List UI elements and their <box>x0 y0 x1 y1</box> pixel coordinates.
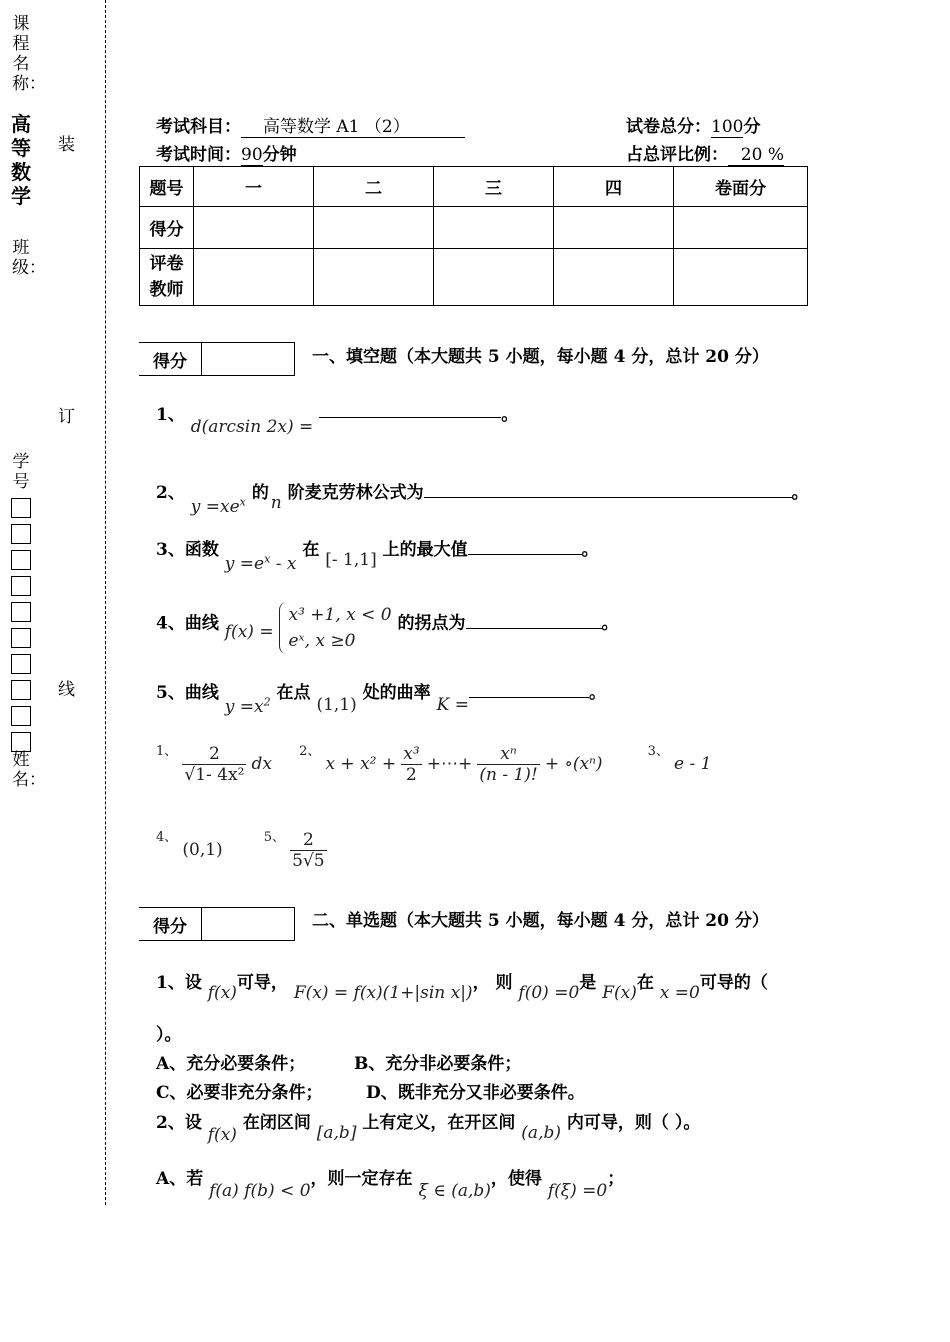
section1-score-box <box>139 342 295 376</box>
cq2-optA-result: f(ξ) =0 <box>547 1181 608 1201</box>
cq1-option-a[interactable]: A、充分必要条件； <box>156 1054 306 1074</box>
fill-question-2 <box>156 478 809 517</box>
q4-text: 的拐点为 <box>397 613 466 634</box>
score-table-header: 四 <box>554 167 674 207</box>
answer-1-number: 1、 <box>156 744 178 759</box>
cq2-prefix: 2、设 <box>156 1113 202 1133</box>
cq2-text-a: 在闭区间 <box>242 1113 311 1133</box>
cq1-text-c: 是 <box>579 973 597 993</box>
answer-4-number: 4、 <box>156 830 178 845</box>
score-cell[interactable] <box>674 207 808 249</box>
cq1-fx: f(x) <box>207 983 237 1003</box>
student-id-digit-box[interactable] <box>11 524 31 544</box>
total-unit: 分 <box>743 117 761 137</box>
q1-number: 1、 <box>156 405 185 425</box>
answer-2-frac2-num: xⁿ <box>477 744 539 765</box>
grader-cell[interactable] <box>674 249 808 306</box>
answer-5-denominator: 5√5 <box>292 851 325 871</box>
answer-2-frac1-num: x³ <box>403 744 420 764</box>
cq1-condition: f(0) =0 <box>518 983 580 1003</box>
q5-curve: $y =x^2$ <box>224 695 271 717</box>
cq2-optA-condition: f(a) f(b) < 0 <box>209 1181 311 1201</box>
grader-cell[interactable] <box>554 249 674 306</box>
fill-question-4 <box>156 598 619 650</box>
answer-5-number: 5、 <box>263 830 286 845</box>
class-field <box>10 238 46 278</box>
q5-at: 在点 <box>276 683 311 703</box>
answer-5-fraction <box>290 830 326 871</box>
cq2-optA-xi: ξ ∈ (a,b) <box>418 1181 491 1201</box>
q4-answer-blank[interactable] <box>466 628 602 629</box>
name-label-text: 姓名： <box>12 750 46 790</box>
grader-cell[interactable] <box>194 249 314 306</box>
subject-value: 高等数学 A1 （2） <box>241 112 465 138</box>
answer-2-fraction-1 <box>401 744 421 785</box>
subject-label: 考试科目： <box>156 117 241 137</box>
section2-title: 二、单选题（本大题共 5 小题，每小题 4 分，总计 20 分） <box>312 911 769 931</box>
student-id-digit-box[interactable] <box>11 576 31 596</box>
cq2-optA-mid: ，则一定存在 <box>310 1169 413 1189</box>
q2-answer-blank[interactable] <box>424 497 792 498</box>
q4-end: 。 <box>601 613 619 634</box>
score-table-header: 卷面分 <box>674 167 808 207</box>
answer-2-fraction-2 <box>477 744 539 785</box>
grader-row <box>140 249 808 306</box>
cq1-text-d: 在 <box>636 973 654 993</box>
q3-prefix: 3、函数 <box>156 540 219 560</box>
q4-prefix: 4、曲线 <box>156 613 219 634</box>
student-id-digit-box[interactable] <box>11 550 31 570</box>
cq1-close: ）。 <box>156 1025 182 1045</box>
grader-row-label <box>140 249 194 306</box>
exam-subject <box>156 112 465 138</box>
score-table-header-row <box>140 167 808 207</box>
name-field <box>10 750 46 790</box>
course-label-text: 课程名称： <box>12 14 46 94</box>
score-table-header: 一 <box>194 167 314 207</box>
score-cell[interactable] <box>314 207 434 249</box>
score-cell[interactable] <box>434 207 554 249</box>
q3-in: 在 <box>302 540 320 560</box>
student-id-digit-box[interactable] <box>11 732 31 752</box>
answer-1-dx: dx <box>251 754 272 774</box>
q4-lhs: f(x) = <box>224 621 274 642</box>
q3-end: 。 <box>581 540 599 560</box>
score-table-header: 三 <box>434 167 554 207</box>
q1-expression: d(arcsin 2x) = <box>190 417 314 437</box>
fill-question-1 <box>156 400 519 437</box>
cq2-option-a[interactable] <box>156 1164 625 1201</box>
binding-dashed-line <box>105 0 106 1205</box>
q5-curvature-k: K = <box>436 695 469 715</box>
cq1-x0: x =0 <box>659 983 700 1003</box>
section2-score-label: 得分 <box>139 908 202 940</box>
answer-2-number: 2、 <box>299 744 321 759</box>
choice-question-1 <box>156 968 768 1003</box>
course-name-text: 高等数学 <box>11 112 31 208</box>
cq2-optA-make: ，使得 <box>490 1169 542 1189</box>
time-value: 90 <box>241 145 263 165</box>
q3-interval: [- 1,1] <box>325 550 377 570</box>
exam-ratio <box>626 140 784 166</box>
binding-mark-xian: 线 <box>58 680 75 700</box>
ratio-value: 20 % <box>728 145 784 166</box>
cq2-text-c: 内可导，则（ ）。 <box>566 1113 701 1133</box>
q5-text: 处的曲率 <box>362 683 431 703</box>
student-id-digit-box[interactable] <box>11 602 31 622</box>
answer-1-fraction <box>182 744 246 785</box>
student-id-digit-box[interactable] <box>11 498 31 518</box>
binding-mark-zhuang: 装 <box>58 135 75 155</box>
cq1-prefix: 1、设 <box>156 973 202 993</box>
choice-question-2 <box>156 1108 701 1145</box>
exam-total-score <box>626 112 760 138</box>
cq1-option-d[interactable]: D、既非充分又非必要条件。 <box>366 1083 585 1103</box>
course-name-label <box>10 14 46 94</box>
fill-question-5 <box>156 678 606 717</box>
fill-question-3 <box>156 535 599 574</box>
cq1-Fx: F(x) <box>602 983 637 1003</box>
q2-end: 。 <box>791 483 809 503</box>
course-name-value <box>10 112 32 208</box>
answer-2-expression: x + x² + <box>325 754 397 774</box>
cq2-optA-prefix: A、若 <box>156 1169 204 1189</box>
class-label-text: 班级： <box>12 238 46 278</box>
q1-end: 。 <box>501 405 519 425</box>
section1-score-label: 得分 <box>139 343 202 375</box>
q5-point: (1,1) <box>316 695 357 715</box>
student-id-digit-box[interactable] <box>11 654 31 674</box>
score-row-label: 得分 <box>140 207 194 249</box>
answer-4-value: (0,1) <box>182 840 223 860</box>
time-label: 考试时间： <box>156 145 241 165</box>
q2-number: 2、 <box>156 483 185 503</box>
q3-text: 上的最大值 <box>382 540 468 560</box>
q2-text-b: 阶麦克劳林公式为 <box>287 483 424 503</box>
total-label: 试卷总分： <box>626 117 711 137</box>
cq2-closed-interval: [a,b] <box>316 1123 357 1143</box>
answer-2-dots: +⋯+ <box>426 754 473 774</box>
score-table-header: 二 <box>314 167 434 207</box>
q2-text-a: 的 <box>251 483 269 503</box>
q3-answer-blank[interactable] <box>468 554 582 555</box>
student-id-digit-box[interactable] <box>11 706 31 726</box>
answer-line-1 <box>156 744 711 785</box>
student-id-label-text: 学号 <box>12 452 30 492</box>
score-cell[interactable] <box>194 207 314 249</box>
student-id-digit-box[interactable] <box>11 628 31 648</box>
cq1-text-b: ， 则 <box>472 973 513 993</box>
total-value: 100 <box>711 117 744 137</box>
grader-label-line2: 教师 <box>149 280 184 300</box>
section2-score-box <box>139 907 295 941</box>
score-cell[interactable] <box>554 207 674 249</box>
cq2-text-b: 上有定义，在开区间 <box>362 1113 516 1133</box>
q4-piecewise <box>279 602 391 654</box>
cq2-open-interval: (a,b) <box>521 1123 561 1143</box>
answer-line-2 <box>156 830 327 871</box>
answer-1-numerator: 2 <box>182 744 246 765</box>
q5-end: 。 <box>588 683 606 703</box>
q1-answer-blank[interactable] <box>319 417 501 418</box>
answer-3-value: e - 1 <box>674 754 712 774</box>
grader-label-line1: 评卷 <box>149 254 184 274</box>
q4-case-2: eˣ, x ≥0 <box>288 631 356 651</box>
answer-2-frac1-den: 2 <box>406 765 417 785</box>
q5-prefix: 5、曲线 <box>156 683 219 703</box>
student-id-field <box>10 452 32 752</box>
exam-time <box>156 140 297 166</box>
cq1-text-a: 可导， <box>236 973 288 993</box>
grader-cell[interactable] <box>434 249 554 306</box>
score-table-header: 题号 <box>140 167 194 207</box>
cq2-fx: f(x) <box>207 1125 237 1145</box>
cq1-F-definition: F(x) = f(x)(1+|sin x|) <box>293 983 473 1003</box>
cq1-option-c[interactable]: C、必要非充分条件； <box>156 1083 323 1103</box>
score-table <box>139 166 808 306</box>
ratio-label: 占总评比例： <box>626 145 728 165</box>
answer-3-number: 3、 <box>647 744 669 759</box>
q2-order-n: n <box>270 493 282 513</box>
answer-1-denominator: √1- 4x² <box>184 765 245 785</box>
answer-2-frac2-den: (n - 1)! <box>479 765 538 785</box>
time-unit: 分钟 <box>262 145 297 165</box>
binding-mark-ding: 订 <box>58 407 75 427</box>
cq1-text-e: 可导的（ <box>699 973 768 993</box>
q4-case-1: x³ +1, x < 0 <box>288 605 392 625</box>
score-row <box>140 207 808 249</box>
q3-function: $y =e^x - x$ <box>224 552 297 574</box>
answer-5-numerator: 2 <box>290 830 326 851</box>
q2-function: $y =xe^x$ <box>190 495 246 517</box>
student-id-digit-box[interactable] <box>11 680 31 700</box>
cq1-option-b[interactable]: B、充分非必要条件； <box>354 1054 522 1074</box>
section1-title: 一、填空题（本大题共 5 小题，每小题 4 分，总计 20 分） <box>312 347 769 367</box>
cq2-optA-end: ； <box>607 1169 625 1189</box>
grader-cell[interactable] <box>314 249 434 306</box>
answer-2-tail: + ∘(xⁿ) <box>544 754 603 774</box>
q5-answer-blank[interactable] <box>469 697 589 698</box>
